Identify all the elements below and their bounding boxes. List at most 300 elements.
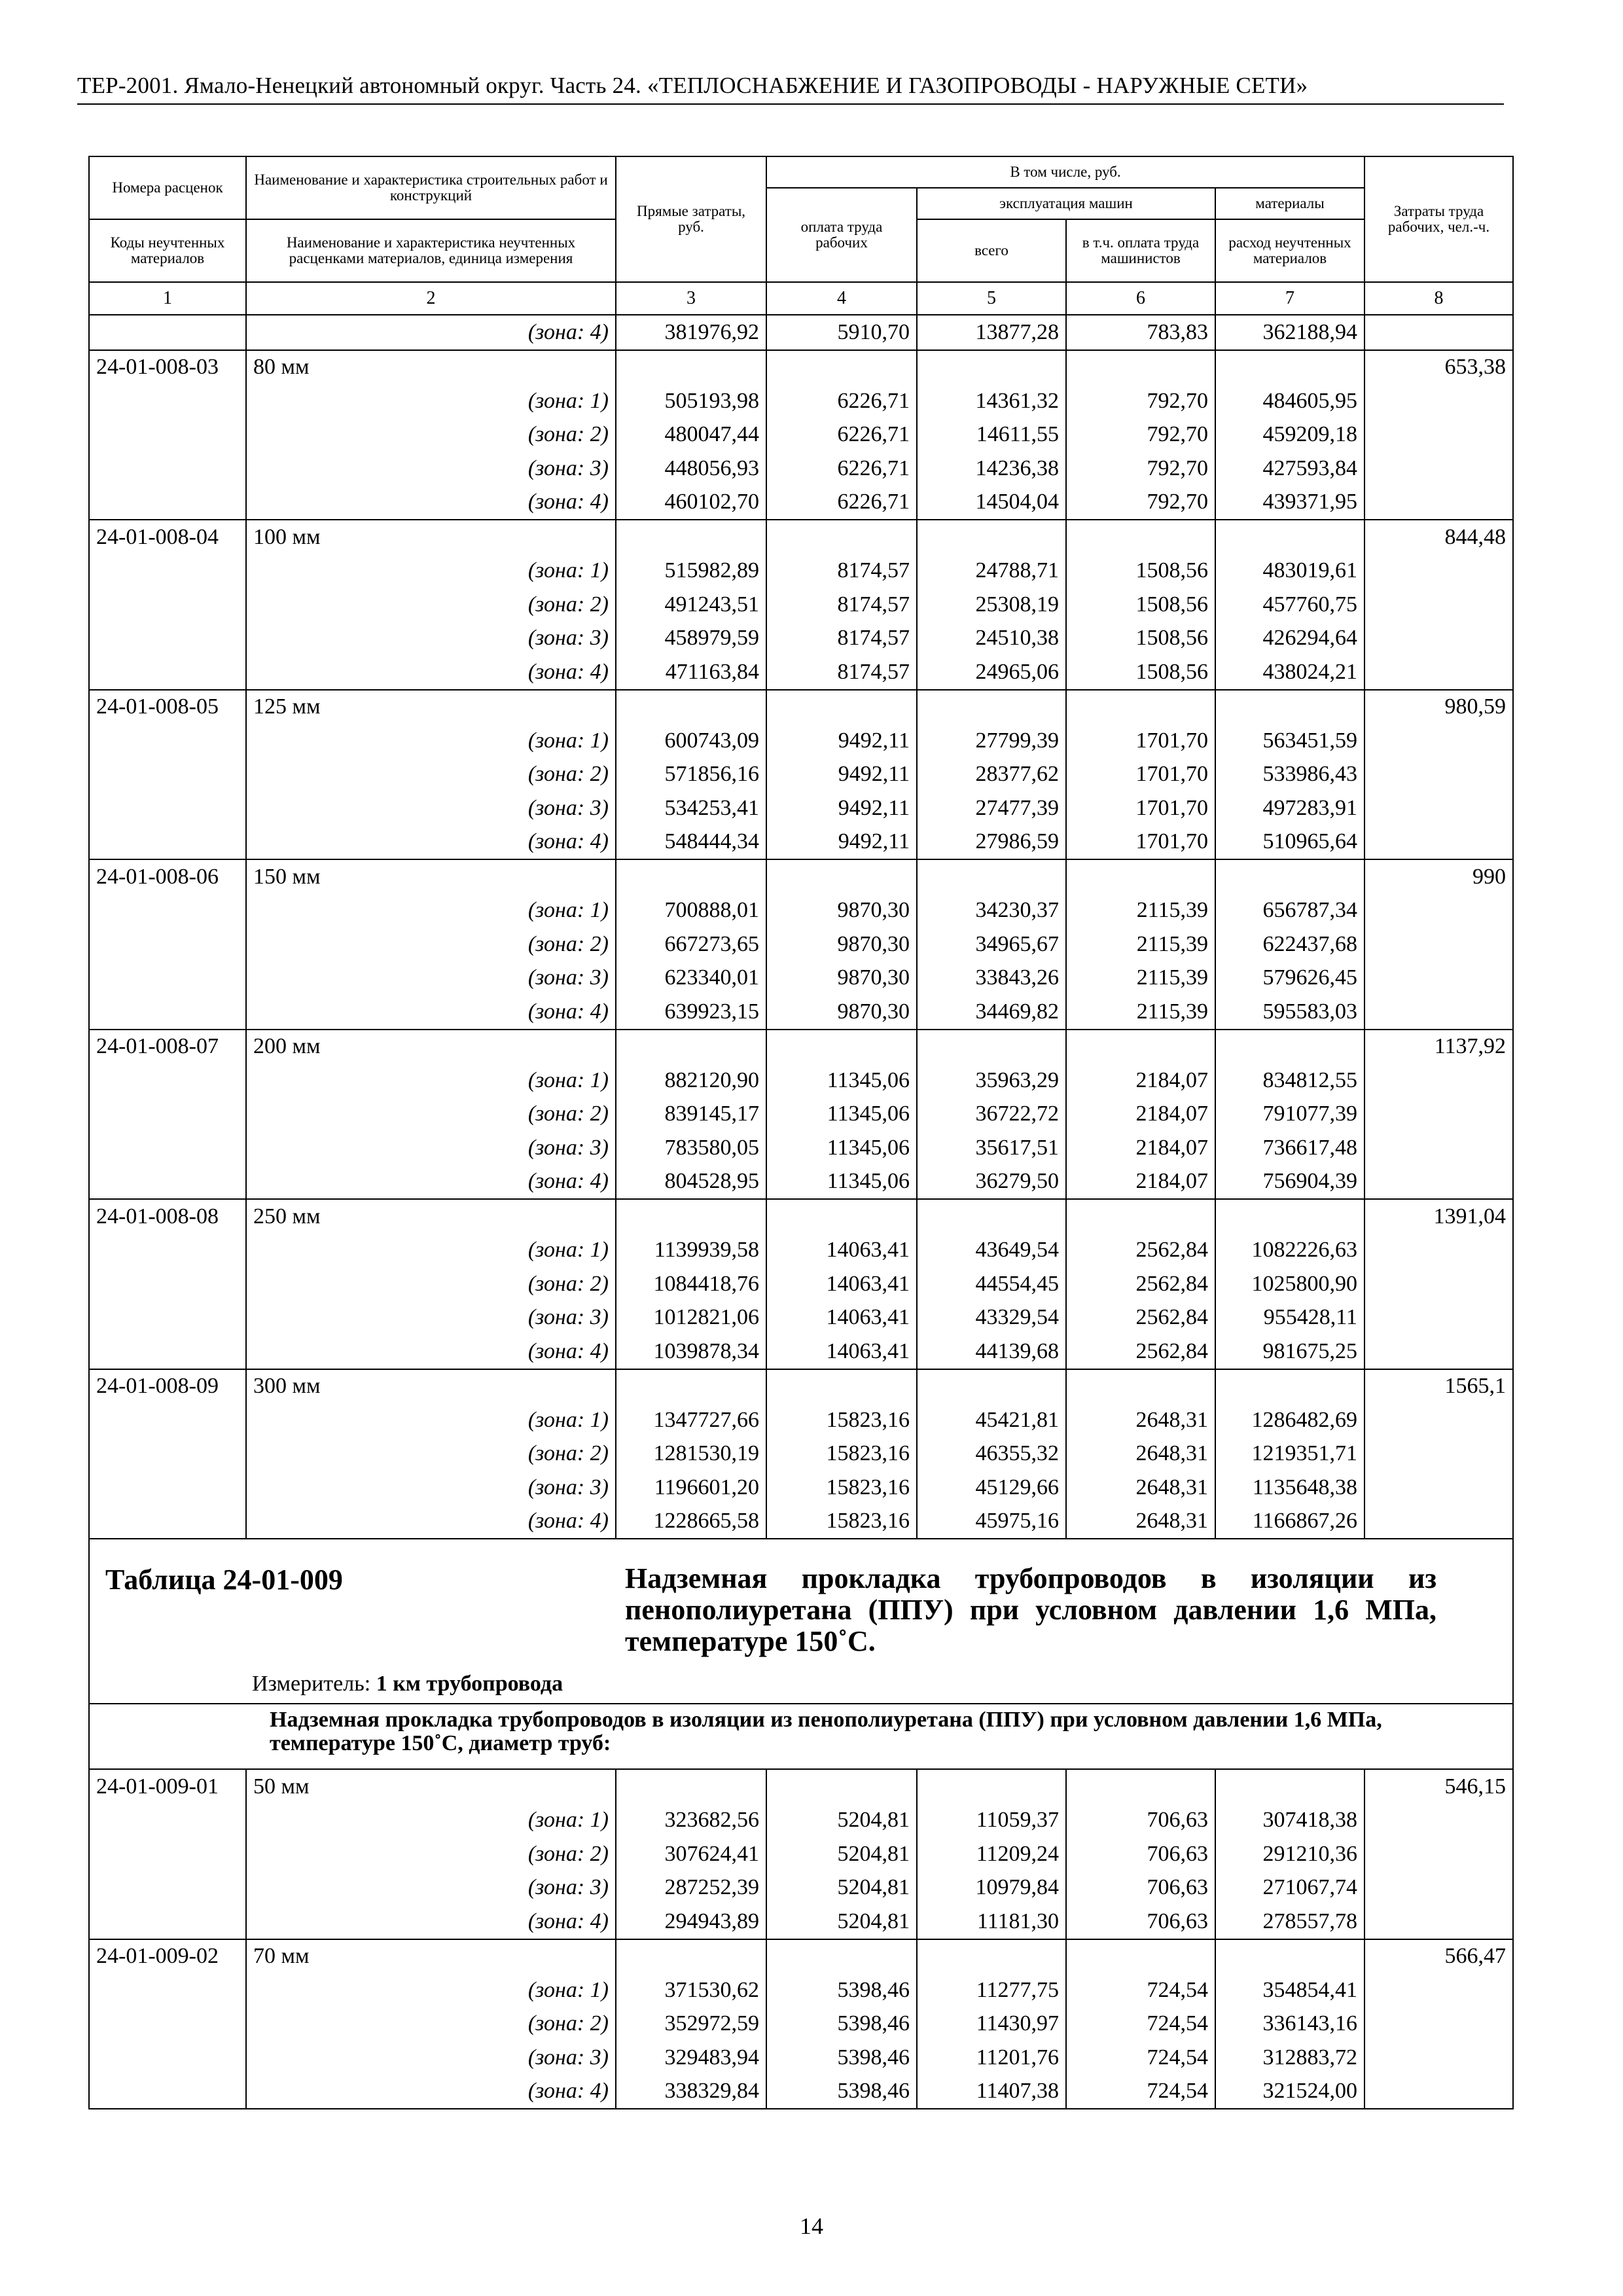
materials-cell: 1082226,63 xyxy=(1215,1234,1364,1268)
table-row xyxy=(89,894,1513,928)
direct-cost-cell: 307624,41 xyxy=(616,1837,766,1871)
empty-cell xyxy=(616,350,766,385)
empty-cell xyxy=(89,1064,246,1098)
empty-cell xyxy=(1364,1837,1513,1871)
machines-wages-cell: 792,70 xyxy=(1066,486,1215,520)
empty-cell xyxy=(89,1131,246,1165)
table-row xyxy=(89,995,1513,1030)
zone-label: (зона: 1) xyxy=(246,1403,616,1437)
table-row xyxy=(89,1267,1513,1301)
rate-name: 100 мм xyxy=(246,520,616,554)
labor-cell: 546,15 xyxy=(1364,1769,1513,1804)
wages-cell: 11345,06 xyxy=(766,1098,917,1132)
materials-cell: 321524,00 xyxy=(1215,2075,1364,2109)
wages-cell: 15823,16 xyxy=(766,1471,917,1505)
machines-cell: 24510,38 xyxy=(917,622,1066,656)
rate-name: 150 мм xyxy=(246,859,616,894)
direct-cost-cell: 515982,89 xyxy=(616,554,766,588)
table-row xyxy=(89,622,1513,656)
machines-wages-cell: 2115,39 xyxy=(1066,995,1215,1030)
wages-cell: 11345,06 xyxy=(766,1064,917,1098)
machines-cell: 44139,68 xyxy=(917,1335,1066,1369)
machines-wages-cell: 783,83 xyxy=(1066,315,1215,350)
machines-wages-cell: 2562,84 xyxy=(1066,1267,1215,1301)
rate-row xyxy=(89,520,1513,554)
table-row xyxy=(89,554,1513,588)
empty-cell xyxy=(89,418,246,452)
zone-label: (зона: 2) xyxy=(246,758,616,792)
rate-name: 250 мм xyxy=(246,1199,616,1234)
table-row xyxy=(89,1131,1513,1165)
empty-cell xyxy=(1364,1973,1513,2007)
empty-cell xyxy=(1364,1804,1513,1838)
zone-label: (зона: 3) xyxy=(246,452,616,486)
header-machines: эксплуатация машин xyxy=(917,188,1215,219)
zone-label: (зона: 2) xyxy=(246,1437,616,1471)
wages-cell: 5910,70 xyxy=(766,315,917,350)
materials-cell: 1286482,69 xyxy=(1215,1403,1364,1437)
labor-cell: 566,47 xyxy=(1364,1939,1513,1974)
empty-cell xyxy=(766,1369,917,1404)
zone-label: (зона: 1) xyxy=(246,554,616,588)
machines-wages-cell: 2648,31 xyxy=(1066,1505,1215,1539)
empty-cell xyxy=(1364,1335,1513,1369)
machines-cell: 11059,37 xyxy=(917,1804,1066,1838)
empty-cell xyxy=(766,859,917,894)
empty-cell xyxy=(1364,554,1513,588)
header-material-names: Наименование и характеристика неучтенных расценками материалов, единица измерения xyxy=(246,219,616,282)
empty-cell xyxy=(917,1769,1066,1804)
table-row xyxy=(89,791,1513,825)
table-row xyxy=(89,2041,1513,2075)
empty-cell xyxy=(917,1369,1066,1404)
column-number: 3 xyxy=(616,282,766,315)
wages-cell: 15823,16 xyxy=(766,1505,917,1539)
rate-code: 24-01-009-02 xyxy=(89,1939,246,1974)
empty-cell xyxy=(1215,1769,1364,1804)
table-row xyxy=(89,758,1513,792)
empty-cell xyxy=(917,1939,1066,1974)
machines-cell: 14504,04 xyxy=(917,486,1066,520)
empty-cell xyxy=(1364,2075,1513,2109)
empty-cell xyxy=(89,1301,246,1335)
empty-cell xyxy=(1364,894,1513,928)
machines-cell: 34965,67 xyxy=(917,927,1066,961)
materials-cell: 354854,41 xyxy=(1215,1973,1364,2007)
labor-cell: 1565,1 xyxy=(1364,1369,1513,1404)
direct-cost-cell: 882120,90 xyxy=(616,1064,766,1098)
machines-cell: 28377,62 xyxy=(917,758,1066,792)
machines-cell: 35617,51 xyxy=(917,1131,1066,1165)
rate-row xyxy=(89,690,1513,725)
column-number: 2 xyxy=(246,282,616,315)
materials-cell: 579626,45 xyxy=(1215,961,1364,996)
empty-cell xyxy=(89,655,246,690)
empty-cell xyxy=(616,1369,766,1404)
empty-cell xyxy=(917,1030,1066,1064)
materials-cell: 439371,95 xyxy=(1215,486,1364,520)
wages-cell: 14063,41 xyxy=(766,1234,917,1268)
zone-label: (зона: 3) xyxy=(246,1301,616,1335)
direct-cost-cell: 448056,93 xyxy=(616,452,766,486)
unit-value: 1 км трубопровода xyxy=(376,1672,563,1696)
table-row xyxy=(89,384,1513,418)
empty-cell xyxy=(1364,452,1513,486)
empty-cell xyxy=(1364,2041,1513,2075)
zone-label: (зона: 3) xyxy=(246,791,616,825)
column-number: 1 xyxy=(89,282,246,315)
empty-cell xyxy=(616,859,766,894)
empty-cell xyxy=(1364,1471,1513,1505)
machines-cell: 36722,72 xyxy=(917,1098,1066,1132)
header-including: В том числе, руб. xyxy=(766,156,1364,188)
leading-row-group xyxy=(89,315,1513,350)
materials-cell: 1135648,38 xyxy=(1215,1471,1364,1505)
wages-cell: 8174,57 xyxy=(766,554,917,588)
empty-cell xyxy=(89,724,246,758)
table-2-title: Таблица 24-01-009 xyxy=(105,1564,343,1596)
direct-cost-cell: 1228665,58 xyxy=(616,1505,766,1539)
machines-wages-cell: 706,63 xyxy=(1066,1905,1215,1939)
wages-cell: 5398,46 xyxy=(766,2041,917,2075)
wages-cell: 15823,16 xyxy=(766,1403,917,1437)
wages-cell: 9870,30 xyxy=(766,927,917,961)
direct-cost-cell: 1281530,19 xyxy=(616,1437,766,1471)
zone-label: (зона: 1) xyxy=(246,384,616,418)
empty-cell xyxy=(1066,859,1215,894)
empty-cell xyxy=(1364,1165,1513,1200)
direct-cost-cell: 458979,59 xyxy=(616,622,766,656)
empty-cell xyxy=(1364,2007,1513,2041)
empty-cell xyxy=(89,1335,246,1369)
empty-cell xyxy=(89,995,246,1030)
zone-label: (зона: 4) xyxy=(246,825,616,860)
wages-cell: 6226,71 xyxy=(766,452,917,486)
machines-wages-cell: 2115,39 xyxy=(1066,894,1215,928)
table-2-description: Надземная прокладка трубопроводов в изоляции из пенополиуретана (ППУ) при условном давлении 1,6 МПа, температуре 150˚С. xyxy=(625,1562,1436,1657)
direct-cost-cell: 323682,56 xyxy=(616,1804,766,1838)
machines-wages-cell: 1508,56 xyxy=(1066,554,1215,588)
zone-label: (зона: 1) xyxy=(246,1234,616,1268)
empty-cell xyxy=(89,2007,246,2041)
wages-cell: 5398,46 xyxy=(766,1973,917,2007)
column-number: 6 xyxy=(1066,282,1215,315)
materials-cell: 791077,39 xyxy=(1215,1098,1364,1132)
column-number: 7 xyxy=(1215,282,1364,315)
empty-cell xyxy=(616,1769,766,1804)
machines-wages-cell: 706,63 xyxy=(1066,1837,1215,1871)
direct-cost-cell: 471163,84 xyxy=(616,655,766,690)
zone-label: (зона: 2) xyxy=(246,927,616,961)
rate-code: 24-01-008-05 xyxy=(89,690,246,725)
empty-cell xyxy=(1364,588,1513,622)
empty-cell xyxy=(89,1905,246,1939)
machines-cell: 11209,24 xyxy=(917,1837,1066,1871)
empty-cell xyxy=(1364,1905,1513,1939)
empty-cell xyxy=(1215,350,1364,385)
empty-cell xyxy=(1066,1939,1215,1974)
machines-cell: 14361,32 xyxy=(917,384,1066,418)
empty-cell xyxy=(89,961,246,996)
empty-cell xyxy=(616,1939,766,1974)
machines-cell: 36279,50 xyxy=(917,1165,1066,1200)
zone-label: (зона: 1) xyxy=(246,1973,616,2007)
direct-cost-cell: 839145,17 xyxy=(616,1098,766,1132)
zone-label: (зона: 4) xyxy=(246,486,616,520)
machines-wages-cell: 2648,31 xyxy=(1066,1437,1215,1471)
zone-label: (зона: 4) xyxy=(246,1905,616,1939)
machines-cell: 11277,75 xyxy=(917,1973,1066,2007)
rate-row xyxy=(89,1369,1513,1404)
header-rate-numbers: Номера расценок xyxy=(89,156,246,219)
direct-cost-cell: 381976,92 xyxy=(616,315,766,350)
machines-cell: 14236,38 xyxy=(917,452,1066,486)
machines-wages-cell: 2648,31 xyxy=(1066,1403,1215,1437)
wages-cell: 5204,81 xyxy=(766,1905,917,1939)
page-number: 14 xyxy=(800,2213,823,2239)
direct-cost-cell: 505193,98 xyxy=(616,384,766,418)
machines-wages-cell: 724,54 xyxy=(1066,2075,1215,2109)
machines-wages-cell: 2562,84 xyxy=(1066,1234,1215,1268)
table-row xyxy=(89,1098,1513,1132)
wages-cell: 14063,41 xyxy=(766,1267,917,1301)
zone-label: (зона: 2) xyxy=(246,418,616,452)
rate-group xyxy=(89,520,1513,690)
empty-cell xyxy=(1215,1939,1364,1974)
machines-cell: 11201,76 xyxy=(917,2041,1066,2075)
materials-cell: 1166867,26 xyxy=(1215,1505,1364,1539)
empty-cell xyxy=(89,894,246,928)
table-row xyxy=(89,486,1513,520)
rate-code: 24-01-008-06 xyxy=(89,859,246,894)
materials-cell: 459209,18 xyxy=(1215,418,1364,452)
machines-wages-cell: 724,54 xyxy=(1066,2041,1215,2075)
empty-cell xyxy=(1364,927,1513,961)
rate-code: 24-01-008-09 xyxy=(89,1369,246,1404)
wages-cell: 8174,57 xyxy=(766,622,917,656)
zone-label: (зона: 1) xyxy=(246,1064,616,1098)
wages-cell: 14063,41 xyxy=(766,1301,917,1335)
empty-cell xyxy=(89,1098,246,1132)
rate-row xyxy=(89,1030,1513,1064)
machines-wages-cell: 1701,70 xyxy=(1066,758,1215,792)
wages-cell: 11345,06 xyxy=(766,1131,917,1165)
machines-cell: 14611,55 xyxy=(917,418,1066,452)
rate-group xyxy=(89,859,1513,1030)
empty-cell xyxy=(917,690,1066,725)
materials-cell: 533986,43 xyxy=(1215,758,1364,792)
rates-table xyxy=(88,156,1514,2109)
empty-cell xyxy=(89,1165,246,1200)
table-row xyxy=(89,825,1513,860)
empty-cell xyxy=(766,1199,917,1234)
labor-cell: 980,59 xyxy=(1364,690,1513,725)
materials-cell: 1219351,71 xyxy=(1215,1437,1364,1471)
empty-cell xyxy=(89,588,246,622)
wages-cell: 5398,46 xyxy=(766,2007,917,2041)
empty-cell xyxy=(766,690,917,725)
empty-cell xyxy=(89,384,246,418)
zone-label: (зона: 2) xyxy=(246,1267,616,1301)
header-material-codes: Коды неучтенных материалов xyxy=(89,219,246,282)
rate-row xyxy=(89,1769,1513,1804)
empty-cell xyxy=(1215,859,1364,894)
zone-label: (зона: 4) xyxy=(246,1505,616,1539)
table-row xyxy=(89,2075,1513,2109)
zone-label: (зона: 2) xyxy=(246,1837,616,1871)
rate-group xyxy=(89,1769,1513,1939)
column-number: 4 xyxy=(766,282,917,315)
machines-cell: 25308,19 xyxy=(917,588,1066,622)
materials-cell: 1025800,90 xyxy=(1215,1267,1364,1301)
machines-wages-cell: 792,70 xyxy=(1066,418,1215,452)
table-row xyxy=(89,1973,1513,2007)
materials-cell: 271067,74 xyxy=(1215,1871,1364,1905)
empty-cell xyxy=(89,452,246,486)
empty-cell xyxy=(1215,1369,1364,1404)
table-row xyxy=(89,1335,1513,1369)
materials-cell: 438024,21 xyxy=(1215,655,1364,690)
materials-cell: 291210,36 xyxy=(1215,1837,1364,1871)
machines-wages-cell: 706,63 xyxy=(1066,1871,1215,1905)
machines-wages-cell: 1508,56 xyxy=(1066,622,1215,656)
direct-cost-cell: 338329,84 xyxy=(616,2075,766,2109)
wages-cell: 5398,46 xyxy=(766,2075,917,2109)
empty-cell xyxy=(1066,1199,1215,1234)
machines-cell: 11430,97 xyxy=(917,2007,1066,2041)
materials-cell: 834812,55 xyxy=(1215,1064,1364,1098)
empty-cell xyxy=(89,2041,246,2075)
section-heading-row xyxy=(89,1704,1513,1769)
page-header: ТЕР-2001. Ямало-Ненецкий автономный округ. Часть 24. «ТЕПЛОСНАБЖЕНИЕ И ГАЗОПРОВОДЫ - НАРУЖНЫЕ СЕТИ» xyxy=(77,73,1308,98)
machines-cell: 27799,39 xyxy=(917,724,1066,758)
wages-cell: 11345,06 xyxy=(766,1165,917,1200)
wages-cell: 6226,71 xyxy=(766,384,917,418)
machines-wages-cell: 2184,07 xyxy=(1066,1131,1215,1165)
wages-cell: 9492,11 xyxy=(766,825,917,860)
empty-cell xyxy=(1066,690,1215,725)
header-materials-unaccounted: расход неучтенных материалов xyxy=(1215,219,1364,282)
table-header xyxy=(89,156,1513,282)
table-2-section xyxy=(89,1539,1513,1769)
machines-wages-cell: 2184,07 xyxy=(1066,1098,1215,1132)
materials-cell: 595583,03 xyxy=(1215,995,1364,1030)
machines-cell: 24788,71 xyxy=(917,554,1066,588)
machines-wages-cell: 724,54 xyxy=(1066,2007,1215,2041)
empty-cell xyxy=(1364,1064,1513,1098)
rate-row xyxy=(89,1939,1513,1974)
wages-cell: 9492,11 xyxy=(766,791,917,825)
empty-cell xyxy=(1364,384,1513,418)
table-row xyxy=(89,655,1513,690)
machines-wages-cell: 1508,56 xyxy=(1066,588,1215,622)
empty-cell xyxy=(1364,724,1513,758)
zone-label: (зона: 1) xyxy=(246,724,616,758)
direct-cost-cell: 571856,16 xyxy=(616,758,766,792)
machines-wages-cell: 724,54 xyxy=(1066,1973,1215,2007)
empty-cell xyxy=(1364,791,1513,825)
table-row xyxy=(89,452,1513,486)
zone-label: (зона: 1) xyxy=(246,894,616,928)
empty-cell xyxy=(1364,1437,1513,1471)
zone-label: (зона: 2) xyxy=(246,588,616,622)
machines-cell: 13877,28 xyxy=(917,315,1066,350)
empty-cell xyxy=(616,690,766,725)
empty-cell xyxy=(89,1471,246,1505)
materials-cell: 510965,64 xyxy=(1215,825,1364,860)
wages-cell: 9870,30 xyxy=(766,995,917,1030)
rate-name: 50 мм xyxy=(246,1769,616,1804)
empty-cell xyxy=(1215,1030,1364,1064)
rate-row xyxy=(89,1199,1513,1234)
direct-cost-cell: 639923,15 xyxy=(616,995,766,1030)
header-machines-total: всего xyxy=(917,219,1066,282)
direct-cost-cell: 480047,44 xyxy=(616,418,766,452)
table-row xyxy=(89,315,1513,350)
wages-cell: 14063,41 xyxy=(766,1335,917,1369)
materials-cell: 312883,72 xyxy=(1215,2041,1364,2075)
column-numbers-row xyxy=(89,282,1513,315)
empty-cell xyxy=(1215,1199,1364,1234)
empty-cell xyxy=(89,2075,246,2109)
column-number: 5 xyxy=(917,282,1066,315)
machines-cell: 45421,81 xyxy=(917,1403,1066,1437)
empty-cell xyxy=(1066,1369,1215,1404)
machines-wages-cell: 2115,39 xyxy=(1066,961,1215,996)
machines-cell: 45129,66 xyxy=(917,1471,1066,1505)
direct-cost-cell: 1084418,76 xyxy=(616,1267,766,1301)
header-work-name: Наименование и характеристика строительных работ и конструкций xyxy=(246,156,616,219)
table-row xyxy=(89,418,1513,452)
empty-cell xyxy=(1364,1403,1513,1437)
machines-wages-cell: 792,70 xyxy=(1066,384,1215,418)
materials-cell: 656787,34 xyxy=(1215,894,1364,928)
rate-group xyxy=(89,1030,1513,1200)
empty-cell xyxy=(89,1505,246,1539)
materials-cell: 483019,61 xyxy=(1215,554,1364,588)
empty-cell xyxy=(766,1939,917,1974)
materials-cell: 497283,91 xyxy=(1215,791,1364,825)
labor-cell: 1391,04 xyxy=(1364,1199,1513,1234)
empty-cell xyxy=(89,825,246,860)
table-row xyxy=(89,1905,1513,1939)
zone-label: (зона: 3) xyxy=(246,1471,616,1505)
zone-label: (зона: 3) xyxy=(246,1871,616,1905)
machines-cell: 27986,59 xyxy=(917,825,1066,860)
empty-cell xyxy=(1364,825,1513,860)
table-row xyxy=(89,1471,1513,1505)
empty-cell xyxy=(766,350,917,385)
direct-cost-cell: 294943,89 xyxy=(616,1905,766,1939)
direct-cost-cell: 287252,39 xyxy=(616,1871,766,1905)
unit-label: Измеритель: xyxy=(252,1672,371,1696)
direct-cost-cell: 534253,41 xyxy=(616,791,766,825)
machines-cell: 43649,54 xyxy=(917,1234,1066,1268)
empty-cell xyxy=(616,1030,766,1064)
machines-wages-cell: 2648,31 xyxy=(1066,1471,1215,1505)
table-row xyxy=(89,1837,1513,1871)
rate-name: 200 мм xyxy=(246,1030,616,1064)
zone-label: (зона: 4) xyxy=(246,1335,616,1369)
zone-label: (зона: 3) xyxy=(246,622,616,656)
table-row xyxy=(89,1403,1513,1437)
empty-cell xyxy=(89,758,246,792)
wages-cell: 8174,57 xyxy=(766,655,917,690)
empty-cell xyxy=(1066,1030,1215,1064)
zone-label: (зона: 1) xyxy=(246,1804,616,1838)
table-row xyxy=(89,724,1513,758)
wages-cell: 9492,11 xyxy=(766,758,917,792)
